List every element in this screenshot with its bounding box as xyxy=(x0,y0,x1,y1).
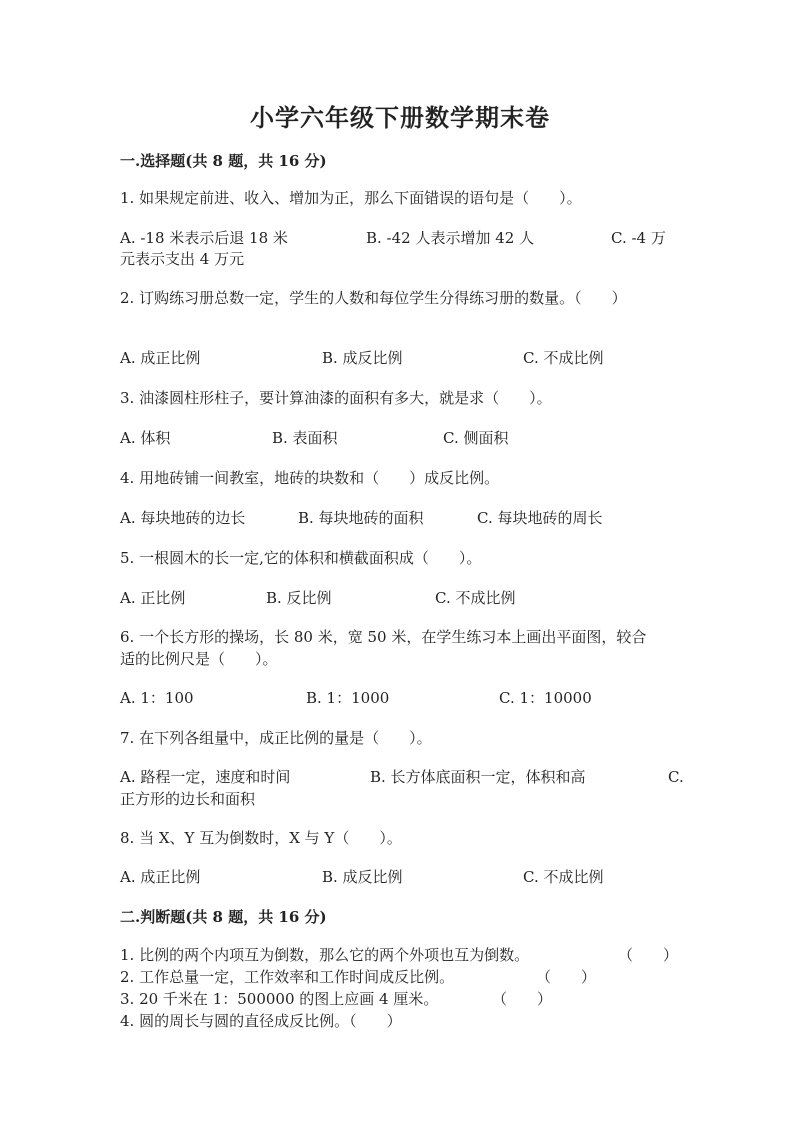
question-4-option-c: C. 每块地砖的周长 xyxy=(477,509,603,527)
question-8-option-b: B. 成反比例 xyxy=(322,868,403,886)
question-6-option-b: B. 1：1000 xyxy=(306,689,390,707)
judge-item-2-text: 2. 工作总量一定，工作效率和工作时间成反比例。 xyxy=(120,968,455,986)
question-4-stem: 4. 用地砖铺一间教室，地砖的块数和（ ）成反比例。 xyxy=(120,469,500,487)
question-7-stem: 7. 在下列各组量中，成正比例的量是（ ）。 xyxy=(120,729,432,747)
section-2-heading: 二.判断题(共 8 题，共 16 分) xyxy=(120,908,327,926)
judge-item-4-text: 4. 圆的周长与圆的直径成反比例。（ ） xyxy=(120,1012,402,1030)
question-7-option-c-continued: 正方形的边长和面积 xyxy=(120,790,256,808)
question-8-stem: 8. 当 X、Y 互为倒数时，X 与 Y（ ）。 xyxy=(120,829,402,847)
question-5-option-c: C. 不成比例 xyxy=(435,589,516,607)
question-1-option-c: C. -4 万 xyxy=(611,229,666,247)
question-7-option-a: A. 路程一定，速度和时间 xyxy=(120,768,291,786)
judge-item-2-blank: （ ） xyxy=(536,968,597,986)
question-1-option-b: B. -42 人表示增加 42 人 xyxy=(366,229,535,247)
question-1-option-c-continued: 元表示支出 4 万元 xyxy=(120,250,245,268)
question-6-option-a: A. 1：100 xyxy=(120,689,194,707)
question-3-option-a: A. 体积 xyxy=(120,429,171,447)
question-2-option-b: B. 成反比例 xyxy=(322,349,403,367)
question-5-stem: 5. 一根圆木的长一定,它的体积和横截面积成（ ）。 xyxy=(120,549,482,567)
question-3-option-b: B. 表面积 xyxy=(272,429,338,447)
question-2-option-a: A. 成正比例 xyxy=(120,349,201,367)
question-3-option-c: C. 侧面积 xyxy=(443,429,509,447)
judge-item-3-blank: （ ） xyxy=(492,990,553,1008)
question-4-option-a: A. 每块地砖的边长 xyxy=(120,509,246,527)
question-3-stem: 3. 油漆圆柱形柱子，要计算油漆的面积有多大，就是求（ ）。 xyxy=(120,389,552,407)
question-1-option-a: A. -18 米表示后退 18 米 xyxy=(120,229,288,247)
question-5-option-b: B. 反比例 xyxy=(266,589,332,607)
question-2-stem: 2. 订购练习册总数一定，学生的人数和每位学生分得练习册的数量。（ ） xyxy=(120,289,627,307)
page-title: 小学六年级下册数学期末卷 xyxy=(250,103,550,132)
judge-item-1-blank: （ ） xyxy=(618,946,679,964)
question-7-option-b: B. 长方体底面积一定，体积和高 xyxy=(370,768,586,786)
question-8-option-a: A. 成正比例 xyxy=(120,868,201,886)
question-2-option-c: C. 不成比例 xyxy=(523,349,604,367)
judge-item-3-text: 3. 20 千米在 1：500000 的图上应画 4 厘米。 xyxy=(120,990,439,1008)
question-1-stem: 1. 如果规定前进、收入、增加为正，那么下面错误的语句是（ ）。 xyxy=(120,189,582,207)
question-6-option-c: C. 1：10000 xyxy=(499,689,592,707)
question-7-option-c: C. xyxy=(668,768,684,786)
question-6-stem-continued: 适的比例尺是（ ）。 xyxy=(120,650,278,668)
question-8-option-c: C. 不成比例 xyxy=(523,868,604,886)
question-5-option-a: A. 正比例 xyxy=(120,589,186,607)
judge-item-1-text: 1. 比例的两个内项互为倒数，那么它的两个外项也互为倒数。 xyxy=(120,946,530,964)
question-6-stem: 6. 一个长方形的操场，长 80 米，宽 50 米，在学生练习本上画出平面图，较合 xyxy=(120,628,647,646)
section-1-heading: 一.选择题(共 8 题，共 16 分) xyxy=(120,152,327,170)
question-4-option-b: B. 每块地砖的面积 xyxy=(298,509,424,527)
